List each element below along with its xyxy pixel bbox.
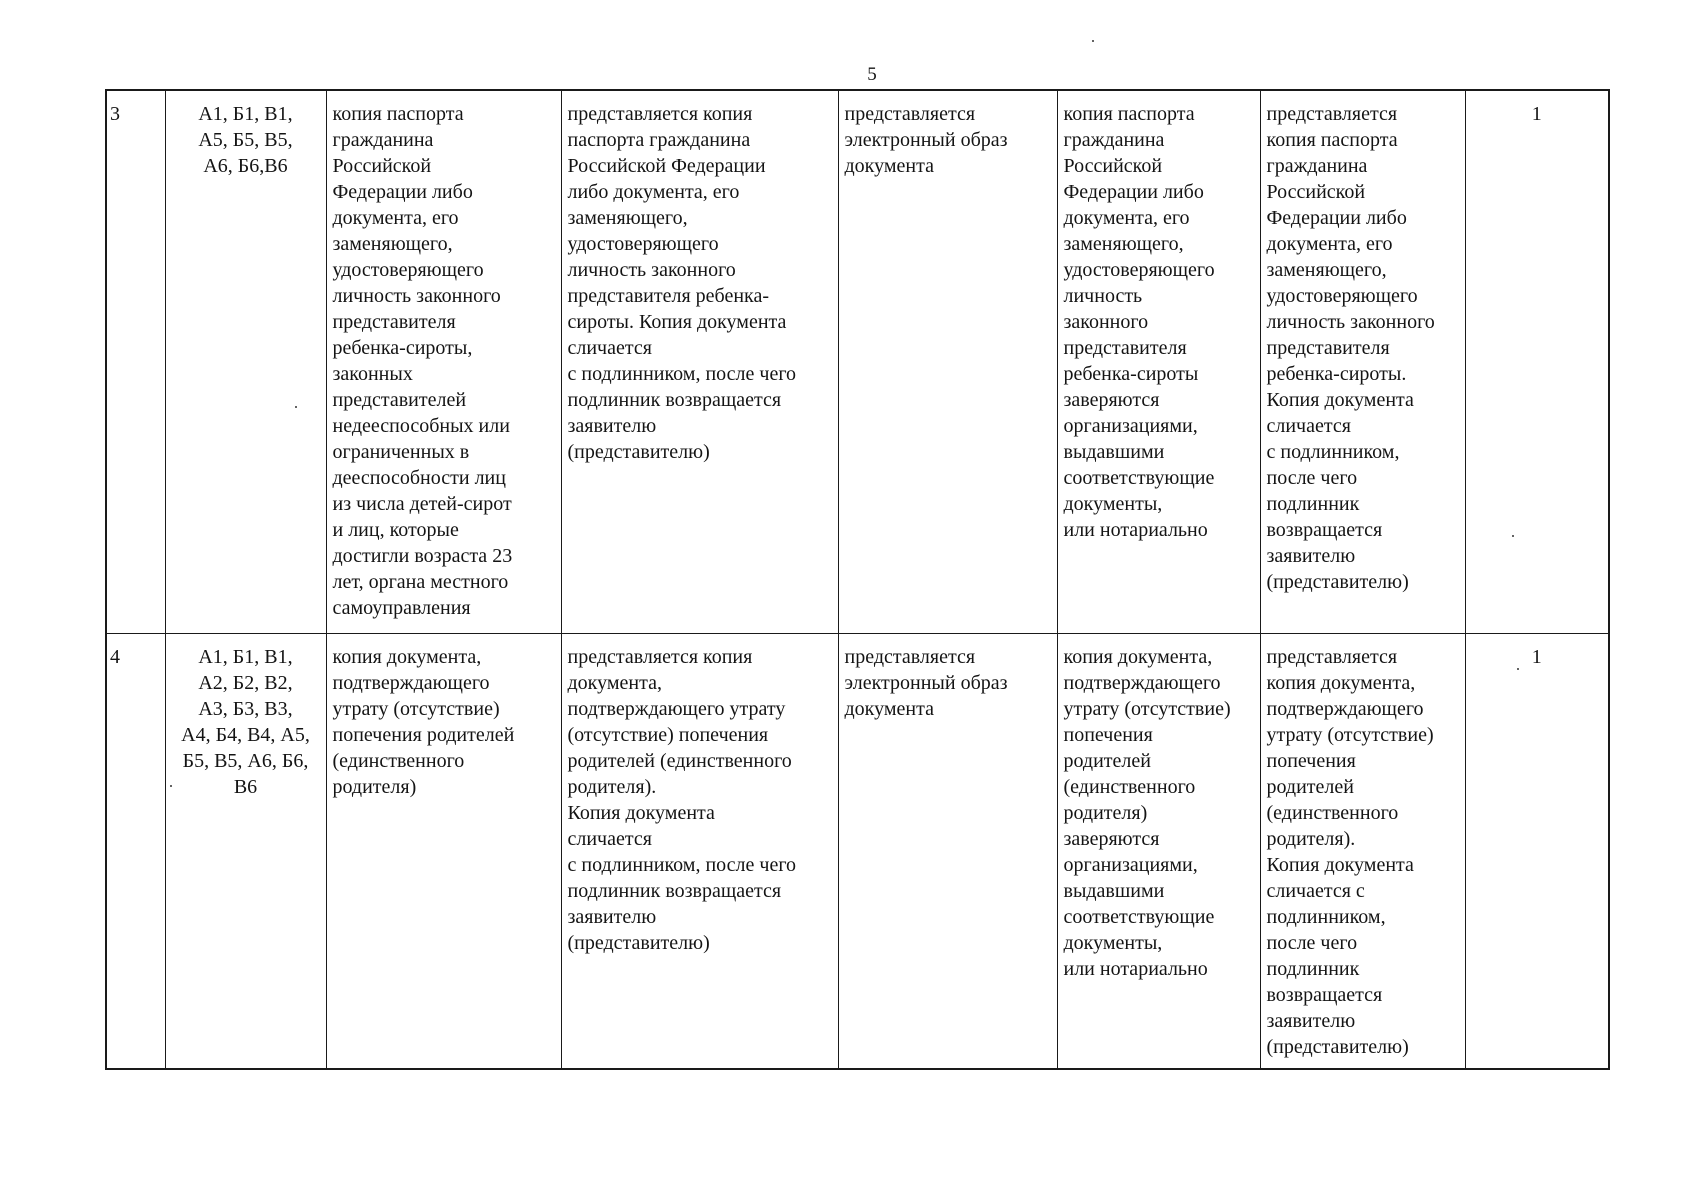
- paper-submission-cell: представляется копия документа, подтверждающего утрату (отсутствие) попечения родителей (единственного родителя). Копия документа сличается с подлинником, после чего подлинник возвращается заявителю (представителю): [561, 634, 838, 1070]
- scan-speck: [1517, 668, 1519, 670]
- document-name-cell: копия документа, подтверждающего утрату (отсутствие) попечения родителей (единственного родителя): [326, 634, 561, 1070]
- quantity-cell: 1: [1465, 634, 1609, 1070]
- page-number: 5: [867, 64, 877, 85]
- applicant-codes-cell: А1, Б1, В1, А2, Б2, В2, А3, Б3, В3, А4, Б4, В4, А5, Б5, В5, А6, Б6, В6: [165, 634, 326, 1070]
- table-row: [106, 634, 1609, 1070]
- paper-submission-cell: представляется копия паспорта гражданина Российской Федерации либо документа, его заменяющего, удостоверяющего личность законного представителя ребенка- сироты. Копия документа сличается с подлинником, после чего подлинник возвращается заявителю (представителю): [561, 90, 838, 634]
- scan-speck: [1092, 40, 1094, 42]
- electronic-submission-cell: представляется электронный образ документа: [838, 90, 1057, 634]
- applicant-codes-cell: А1, Б1, В1, А5, Б5, В5, А6, Б6,В6: [165, 90, 326, 634]
- certification-cell: копия паспорта гражданина Российской Федерации либо документа, его заменяющего, удостоверяющего личность законного представителя ребенка-сироты заверяются организациями, выдавшими соответствующие документы, или нотариально: [1057, 90, 1260, 634]
- postal-submission-cell: представляется копия паспорта гражданина Российской Федерации либо документа, его заменяющего, удостоверяющего личность законного представителя ребенка-сироты. Копия документа сличается с подлинником, после чего подлинник возвращается заявителю (представителю): [1260, 90, 1465, 634]
- scan-speck: [170, 785, 172, 787]
- electronic-submission-cell: представляется электронный образ документа: [838, 634, 1057, 1070]
- row-number-cell: 4: [106, 634, 165, 1070]
- scan-speck: [1512, 535, 1514, 537]
- scan-speck: [295, 406, 297, 408]
- postal-submission-cell: представляется копия документа, подтверждающего утрату (отсутствие) попечения родителей (единственного родителя). Копия документа сличается с подлинником, после чего подлинник возвращается заявителю (представителю): [1260, 634, 1465, 1070]
- document-name-cell: копия паспорта гражданина Российской Федерации либо документа, его заменяющего, удостоверяющего личность законного представителя ребенка-сироты, законных представителей недееспособных или ограниченных в дееспособности лиц из числа детей-сирот и лиц, которые достигли возраста 23 лет, органа местного самоуправления: [326, 90, 561, 634]
- row-number-cell: 3: [106, 90, 165, 634]
- table-row: [106, 90, 1609, 634]
- quantity-cell: 1: [1465, 90, 1609, 634]
- certification-cell: копия документа, подтверждающего утрату (отсутствие) попечения родителей (единственного родителя) заверяются организациями, выдавшими соответствующие документы, или нотариально: [1057, 634, 1260, 1070]
- documents-table: [105, 89, 1610, 1070]
